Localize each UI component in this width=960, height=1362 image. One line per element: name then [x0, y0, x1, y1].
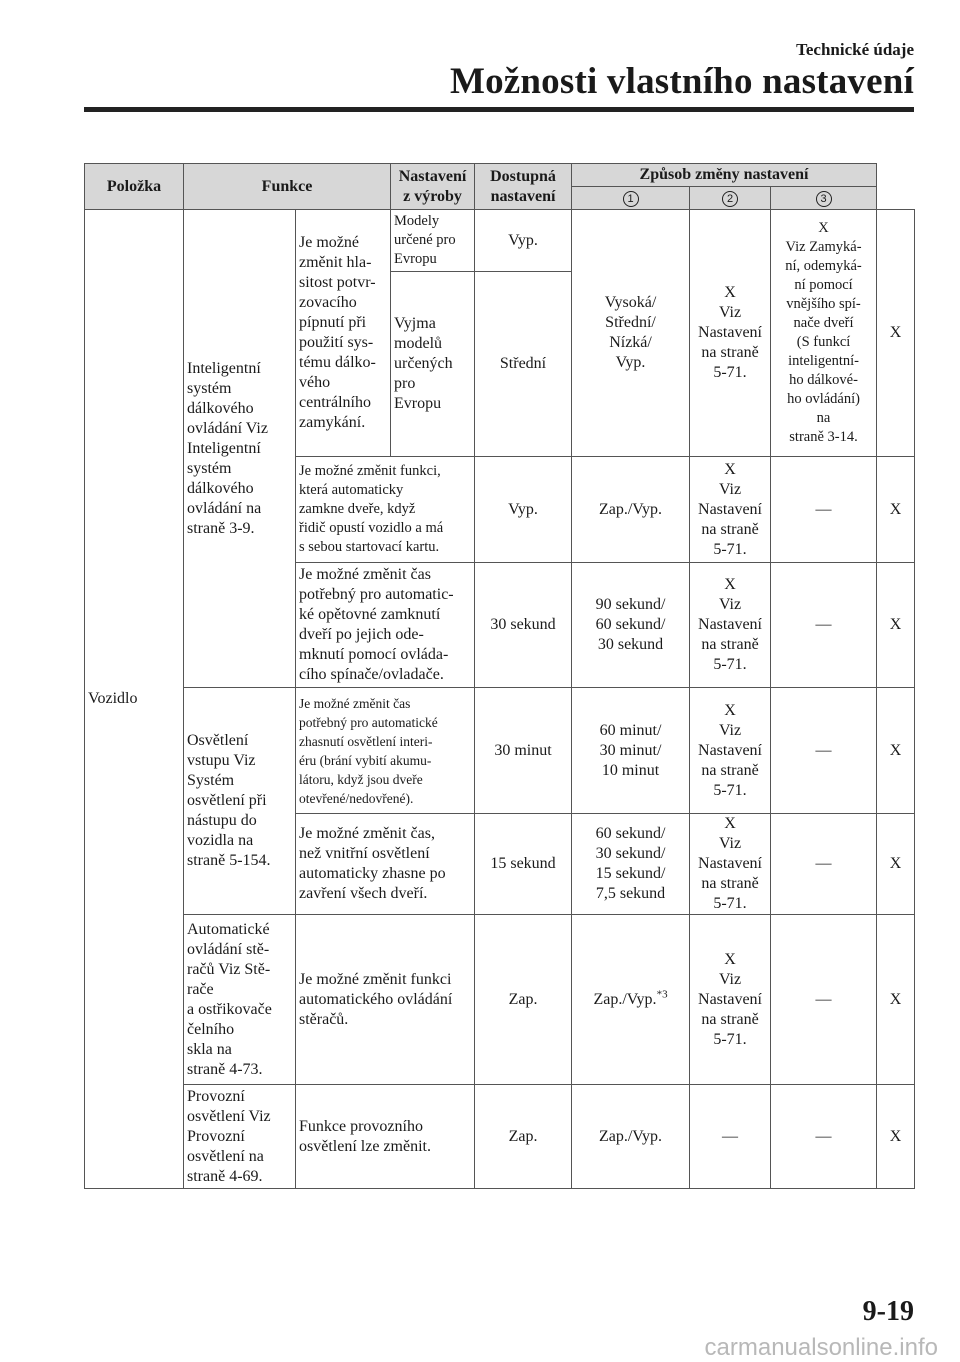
- method1-auto-lock: X Viz Nastavení na straně 5-71.: [690, 457, 771, 563]
- method1-operation-light: —: [690, 1085, 771, 1189]
- header-method-3: [771, 187, 877, 210]
- method3-door-close-time: X: [877, 814, 915, 915]
- method3-volume: X: [877, 210, 915, 457]
- method2-auto-wipers: —: [771, 915, 877, 1085]
- watermark: carmanualsonline.info: [704, 1334, 938, 1361]
- factory-interior-off-time: 30 minut: [475, 688, 572, 814]
- factory-auto-wipers: Zap.: [475, 915, 572, 1085]
- method2-door-close-time: —: [771, 814, 877, 915]
- footnote-marker: *3: [656, 988, 668, 1001]
- header-factory: Nastavení z výroby: [391, 164, 475, 210]
- header-method-1: [572, 187, 690, 210]
- header-available: Dostupná nastavení: [475, 164, 572, 210]
- page-number: 9-19: [862, 1296, 914, 1327]
- circled-number-1-icon: 1: [623, 191, 639, 207]
- table-row: [85, 915, 915, 1085]
- vehicle-cell: Vozidlo: [85, 210, 184, 1189]
- method2-relock-time: —: [771, 563, 877, 688]
- available-auto-lock: Zap./Vyp.: [572, 457, 690, 563]
- header-function: Funkce: [184, 164, 391, 210]
- factory-non-europe: Střední: [475, 272, 572, 457]
- item-entry-light: Osvětlení vstupu Viz Systém osvětlení při nástupu do vozidla na straně 5-154.: [184, 688, 296, 915]
- page-title: Možnosti vlastního nastavení: [449, 61, 914, 102]
- settings-table: [84, 163, 915, 1189]
- method1-door-close-time: X Viz Nastavení na straně 5-71.: [690, 814, 771, 915]
- header-item: Položka: [85, 164, 184, 210]
- model-non-europe: Vyjma modelů určených pro Evropu: [391, 272, 475, 457]
- table-row: [85, 210, 915, 272]
- model-europe: Modely určené pro Evropu: [391, 210, 475, 272]
- method1-interior-off-time: X Viz Nastavení na straně 5-71.: [690, 688, 771, 814]
- factory-auto-lock: Vyp.: [475, 457, 572, 563]
- method3-interior-off-time: X: [877, 688, 915, 814]
- function-interior-off-time: Je možné změnit čas potřebný pro automatické zhasnutí osvětlení interi- éru (brání vybití akumu- látoru, když jsou dveře otevřené/nedovřené).: [296, 688, 475, 814]
- factory-operation-light: Zap.: [475, 1085, 572, 1189]
- header-change-method: Způsob změny nastavení: [572, 164, 877, 187]
- item-operation-light: Provozní osvětlení Viz Provozní osvětlení na straně 4-69.: [184, 1085, 296, 1189]
- available-volume: Vysoká/ Střední/ Nízká/ Vyp.: [572, 210, 690, 457]
- available-relock-time: 90 sekund/ 60 sekund/ 30 sekund: [572, 563, 690, 688]
- item-smart-key: Inteligentní systém dálkového ovládání Viz Inteligentní systém dálkového ovládání na straně 3-9.: [184, 210, 296, 688]
- available-door-close-time: 60 sekund/ 30 sekund/ 15 sekund/ 7,5 sekund: [572, 814, 690, 915]
- available-auto-wipers: Zap./Vyp.$^{*3}$: [572, 915, 690, 1085]
- method1-auto-wipers: X Viz Nastavení na straně 5-71.: [690, 915, 771, 1085]
- function-relock-time: Je možné změnit čas potřebný pro automatic- ké opětovné zamknutí dveří po jejich ode- mknutí pomocí ovláda- cího spínače/ovladače.: [296, 563, 475, 688]
- method2-operation-light: —: [771, 1085, 877, 1189]
- function-operation-light: Funkce provozního osvětlení lze změnit.: [296, 1085, 475, 1189]
- method2-auto-lock: —: [771, 457, 877, 563]
- method1-relock-time: X Viz Nastavení na straně 5-71.: [690, 563, 771, 688]
- function-auto-lock: Je možné změnit funkci, která automaticky zamkne dveře, když řidič opustí vozidlo a má s sebou startovací kartu.: [296, 457, 475, 563]
- method2-volume: X Viz Zamyká- ní, odemyká- ní pomocí vnějšího spí- nače dveří (S funkcí inteligentní- ho dálkové- ho ovládání) na straně 3-14.: [771, 210, 877, 457]
- method3-auto-wipers: X: [877, 915, 915, 1085]
- table-row: [85, 1085, 915, 1189]
- function-auto-wipers: Je možné změnit funkci automatického ovládání stěračů.: [296, 915, 475, 1085]
- method3-operation-light: X: [877, 1085, 915, 1189]
- available-interior-off-time: 60 minut/ 30 minut/ 10 minut: [572, 688, 690, 814]
- function-beep-volume: Je možné změnit hla- sitost potvr- zovacího pípnutí při použití sys- tému dálko- vého centrálního zamykání.: [296, 210, 391, 457]
- table-row: [85, 688, 915, 814]
- method2-interior-off-time: —: [771, 688, 877, 814]
- item-auto-wipers: Automatické ovládání stě- račů Viz Stě- rače a ostřikovače čelního skla na straně 4-73.: [184, 915, 296, 1085]
- title-rule: [84, 107, 914, 112]
- available-operation-light: Zap./Vyp.: [572, 1085, 690, 1189]
- factory-europe: Vyp.: [475, 210, 572, 272]
- factory-relock-time: 30 sekund: [475, 563, 572, 688]
- method3-auto-lock: X: [877, 457, 915, 563]
- method1-volume: X Viz Nastavení na straně 5-71.: [690, 210, 771, 457]
- circled-number-3-icon: 3: [816, 191, 832, 207]
- function-door-close-time: Je možné změnit čas, než vnitřní osvětlení automaticky zhasne po zavření všech dveří.: [296, 814, 475, 915]
- section-title: Technické údaje: [796, 40, 914, 59]
- header-method-2: [690, 187, 771, 210]
- method3-relock-time: X: [877, 563, 915, 688]
- factory-door-close-time: 15 sekund: [475, 814, 572, 915]
- circled-number-2-icon: 2: [722, 191, 738, 207]
